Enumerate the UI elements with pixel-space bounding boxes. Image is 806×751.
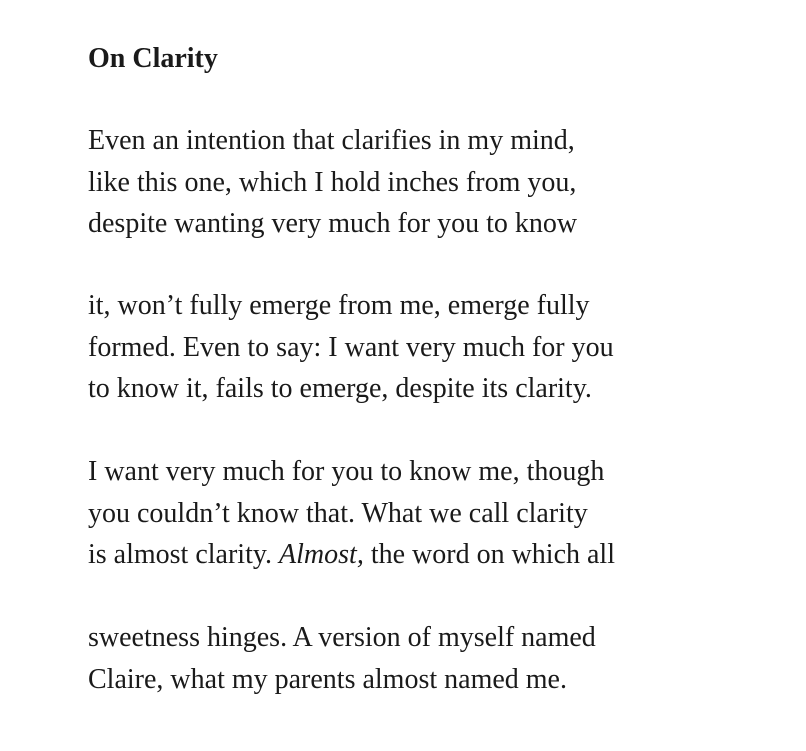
poem-line: Even an intention that clarifies in my mind, bbox=[88, 125, 575, 156]
poem-line: it, won’t fully emerge from me, emerge fully bbox=[88, 290, 590, 321]
stanza-1 bbox=[88, 120, 577, 245]
stanza-4 bbox=[88, 617, 596, 700]
line-text-after-italic: the word on which all bbox=[363, 539, 615, 570]
poem-line: you couldn’t know that. What we call clarity bbox=[88, 497, 588, 529]
stanza-3 bbox=[88, 451, 615, 576]
poem-line: Claire, what my parents almost named me. bbox=[88, 663, 567, 695]
poem-line: like this one, which I hold inches from you, bbox=[88, 166, 577, 198]
poem-line: sweetness hinges. A version of myself named bbox=[88, 622, 596, 653]
line-text-before-italic: is almost clarity. bbox=[88, 539, 280, 570]
poem-line: despite wanting very much for you to know bbox=[88, 208, 578, 239]
poem-line: I want very much for you to know me, though bbox=[88, 456, 605, 487]
poem-line: formed. Even to say: I want very much for you bbox=[88, 331, 614, 363]
italic-word: Almost, bbox=[279, 539, 364, 570]
stanza-2 bbox=[88, 285, 614, 410]
poem-line: to know it, fails to emerge, despite its clarity. bbox=[88, 373, 592, 404]
poem-line-mixed bbox=[88, 534, 615, 576]
poem-title: On Clarity bbox=[88, 43, 218, 74]
